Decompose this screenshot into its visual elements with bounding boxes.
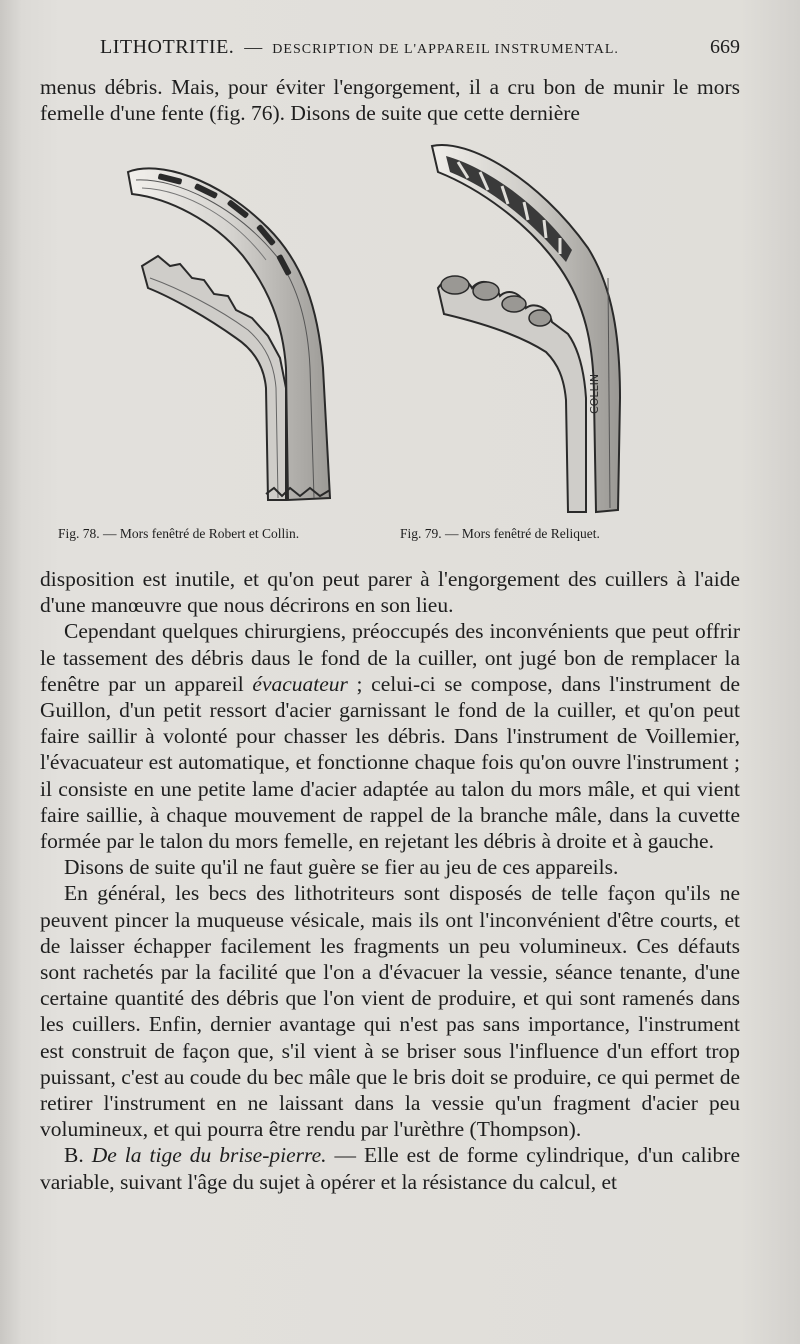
figure-79-jaw-illustration xyxy=(428,138,628,516)
figure-78-caption: Fig. 78. — Mors fenêtré de Robert et Collin. xyxy=(58,526,300,541)
figure-79-caption: Fig. 79. — Mors fenêtré de Reliquet. xyxy=(400,526,600,541)
section-heading: De la tige du brise-pierre. xyxy=(91,1143,327,1168)
section-letter: B. xyxy=(64,1143,92,1168)
paragraph-5-rest: — Elle est de forme cylindrique, d'un calibre variable, suivant l'âge du sujet à opérer et la résistance du calcul, et xyxy=(40,1143,741,1194)
header-subtitle: DESCRIPTION DE L'APPAREIL INSTRUMENTAL. xyxy=(272,42,619,57)
paragraph-2-a: Cependant quelques chirurgiens, préoccupés des inconvénients que peut offrir le tassement des débris daus le fond de la cuiller, ont jugé bon de remplacer la fenêtre par un appareil xyxy=(40,619,740,696)
paragraph-3: Disons de suite qu'il ne faut guère se fier au jeu de ces appareils. xyxy=(64,855,619,880)
paragraph-5 xyxy=(40,1142,740,1194)
collin-engraving: COLLIN xyxy=(588,373,601,414)
header-separator: — xyxy=(244,37,263,57)
paragraph-4: En général, les becs des lithotriteurs sont disposés de telle façon qu'ils ne peuvent pincer la muqueuse vésicale, mais ils ont l'inconvénient d'être courts, et de laisser échapper facilement les fragments un peu volumineux. Ces défauts sont rachetés par la facilité que l'on a d'évacuer la vessie, séance tenante, d'une certaine quantité des débris que l'on vient de produire, et qui sont ramenés dans les cuillers. Enfin, dernier avantage qui n'est pas sans importance, l'instrument est construit de façon que, s'il vient à se briser sous l'influence d'un effort trop puissant, c'est au coude du bec mâle que le bris doit se produire, ce qui permet de retirer l'instrument en ne laissant dans la vessie qu'un fragment d'acier peu volumineux, et qui pourra être rendu par l'urèthre (Thompson). xyxy=(40,881,740,1142)
figure-78-jaw-illustration xyxy=(118,138,344,504)
top-text: menus débris. Mais, pour éviter l'engorgement, il a cru bon de munir le mors femelle d'une fente (fig. 76). Disons de suite que cette dernière xyxy=(40,75,740,126)
page-number: 669 xyxy=(710,36,740,58)
paragraph-2 xyxy=(40,618,740,854)
figure-block xyxy=(40,138,742,552)
running-header xyxy=(100,36,740,62)
paragraph-2-b: ; celui-ci se compose, dans l'instrument de Guillon, d'un petit ressort d'acier garnissant le fond de la cuiller, et qu'on peut faire saillir à volonté pour chasser les débris. Dans l'instrument de Voillemier, l'évacuateur est automatique, et fonctionne chaque fois qu'on ouvre l'instrument ; il consiste en une petite lame d'acier adaptée au talon du mors mâle, et qui vient faire saillie, à chaque mouvement de rappel de la branche mâle, dans la cuvette formée par le talon du mors femelle, en rejetant les débris à droite et à gauche. xyxy=(40,671,741,854)
body-text xyxy=(40,566,740,1195)
evacuateur-term: évacuateur xyxy=(252,671,348,696)
top-paragraph xyxy=(40,74,740,126)
paragraph-1: disposition est inutile, et qu'on peut parer à l'engorgement des cuillers à l'aide d'une manœuvre que nous décrirons en son lieu. xyxy=(40,567,740,618)
header-title: LITHOTRITIE. xyxy=(100,36,235,58)
